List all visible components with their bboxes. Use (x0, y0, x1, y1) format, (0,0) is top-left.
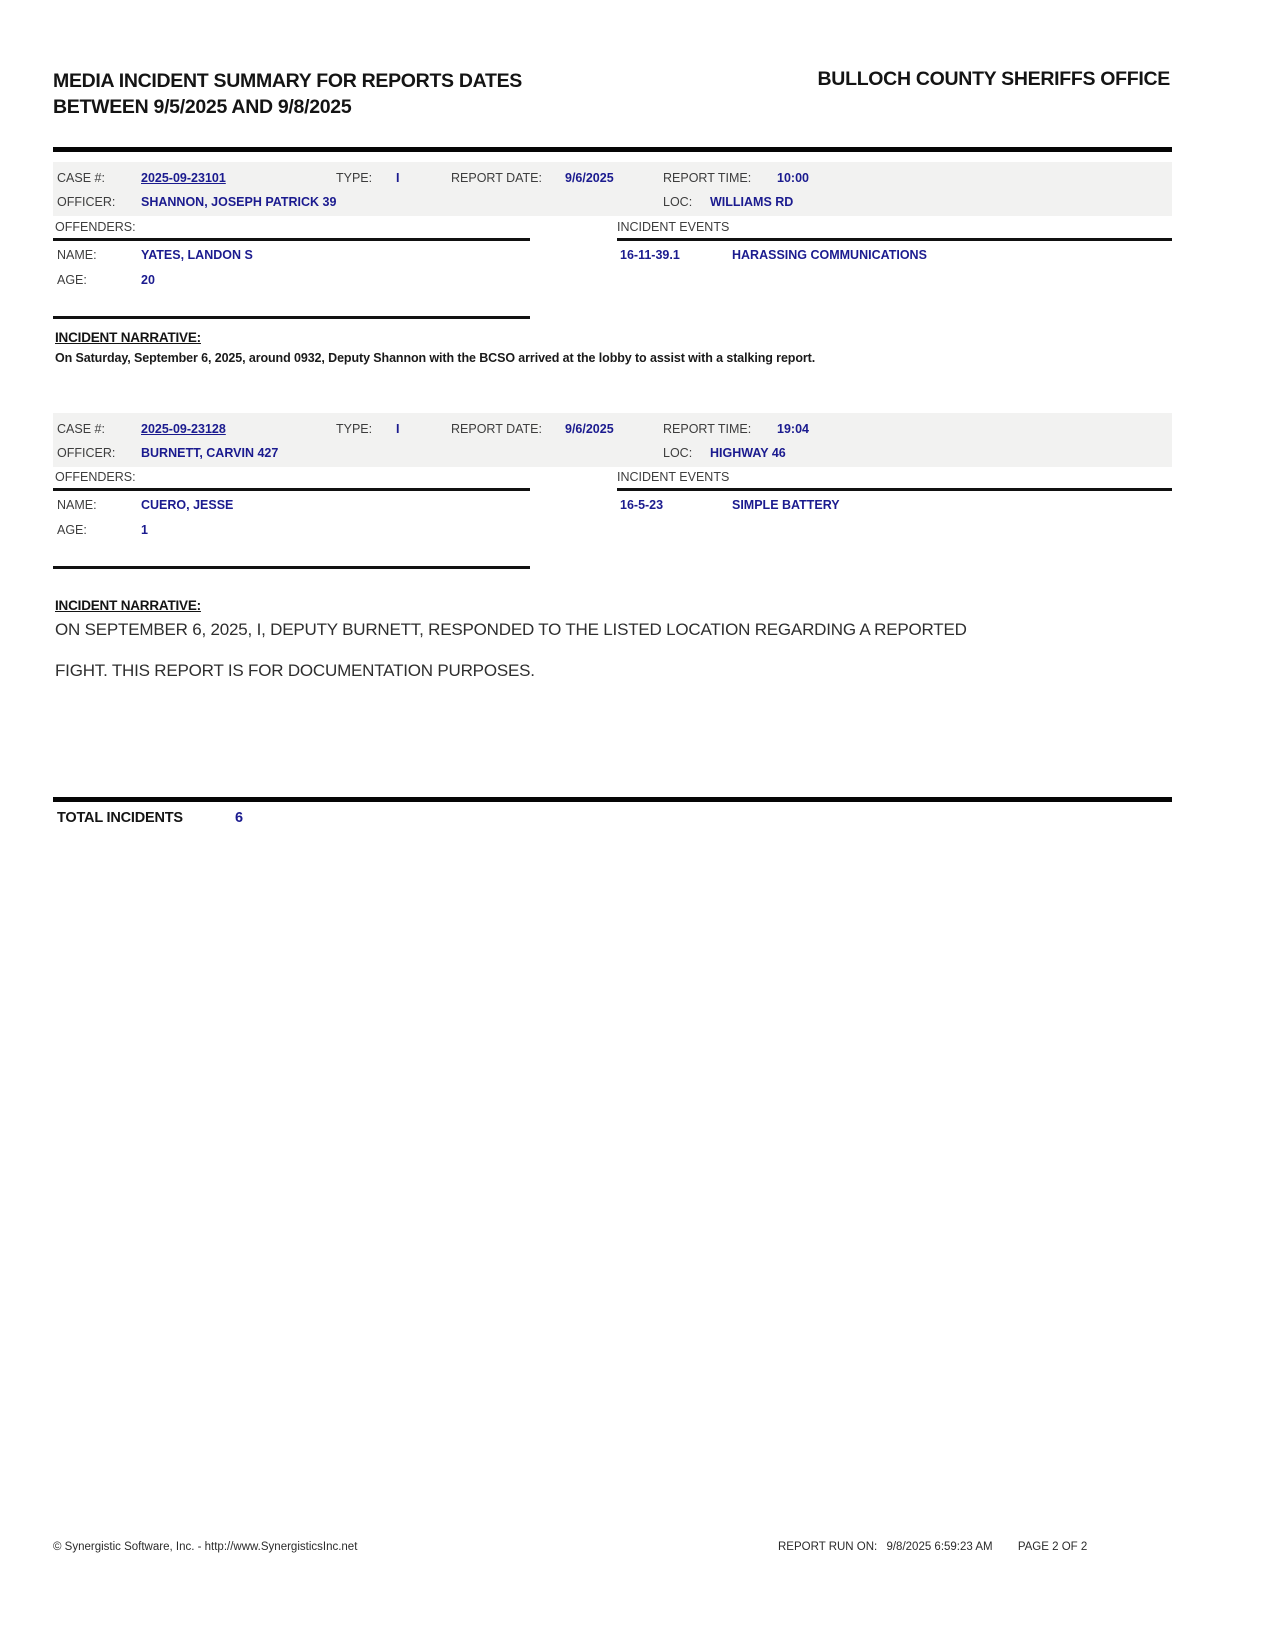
offender-name-label: NAME: (57, 498, 97, 512)
offenders-rule (53, 488, 530, 491)
report-title-line1: MEDIA INCIDENT SUMMARY FOR REPORTS DATES (53, 70, 523, 92)
offenders-heading: OFFENDERS: (55, 470, 136, 484)
offender-age-value: 1 (141, 523, 148, 537)
type-value: I (396, 171, 400, 185)
event-description: SIMPLE BATTERY (732, 498, 840, 512)
incident-narrative-text: On Saturday, September 6, 2025, around 0932, Deputy Shannon with the BCSO arrived at the lobby to assist with a stalking report. (55, 351, 816, 365)
offenders-bottom-rule (53, 566, 530, 569)
loc-value: HIGHWAY 46 (710, 446, 786, 460)
footer-copyright: © Synergistic Software, Inc. - http://www.SynergisticsInc.net (53, 1541, 358, 1553)
offenders-heading: OFFENDERS: (55, 220, 136, 234)
report-date-label: REPORT DATE: (451, 422, 542, 436)
loc-label: LOC: (663, 195, 693, 209)
type-label: TYPE: (336, 422, 373, 436)
page-number: PAGE 2 OF 2 (1017, 1541, 1088, 1553)
report-run-label: REPORT RUN ON: (778, 1541, 878, 1553)
loc-label: LOC: (663, 446, 693, 460)
officer-value: BURNETT, CARVIN 427 (141, 446, 279, 460)
case-number-label: CASE #: (57, 171, 105, 185)
incident-narrative-heading: INCIDENT NARRATIVE: (55, 330, 201, 345)
agency-title: BULLOCH COUNTY SHERIFFS OFFICE (817, 68, 1170, 90)
offender-name-value: YATES, LANDON S (141, 248, 253, 262)
report-time-value: 10:00 (777, 171, 809, 185)
case-number-link[interactable]: 2025-09-23128 (141, 422, 226, 436)
footer-report-info (778, 1541, 1093, 1553)
type-value: I (396, 422, 400, 436)
offender-age-label: AGE: (57, 523, 87, 537)
officer-label: OFFICER: (57, 195, 116, 209)
loc-value: WILLIAMS RD (710, 195, 794, 209)
offenders-bottom-rule (53, 316, 530, 319)
report-title-line2: BETWEEN 9/5/2025 AND 9/8/2025 (53, 96, 352, 118)
incident-events-heading: INCIDENT EVENTS (617, 470, 730, 484)
incident-narrative-text: ON SEPTEMBER 6, 2025, I, DEPUTY BURNETT, RESPONDED TO THE LISTED LOCATION REGARDING A REPORTED (55, 620, 967, 639)
incident-events-rule (617, 238, 1172, 241)
report-time-label: REPORT TIME: (663, 171, 752, 185)
type-label: TYPE: (336, 171, 373, 185)
case-header-block (53, 413, 1172, 467)
report-date-value: 9/6/2025 (565, 171, 614, 185)
incident-events-rule (617, 488, 1172, 491)
offender-age-value: 20 (141, 273, 155, 287)
report-run-value: 9/8/2025 6:59:23 AM (886, 1541, 993, 1553)
offender-name-label: NAME: (57, 248, 97, 262)
report-title (53, 68, 653, 120)
offender-age-label: AGE: (57, 273, 87, 287)
event-code: 16-11-39.1 (620, 248, 680, 262)
report-date-label: REPORT DATE: (451, 171, 542, 185)
report-time-value: 19:04 (777, 422, 809, 436)
header-divider (53, 147, 1172, 152)
report-date-value: 9/6/2025 (565, 422, 614, 436)
officer-label: OFFICER: (57, 446, 116, 460)
report-time-label: REPORT TIME: (663, 422, 752, 436)
case-number-label: CASE #: (57, 422, 105, 436)
offender-name-value: CUERO, JESSE (141, 498, 234, 512)
totals-divider (53, 797, 1172, 802)
incident-narrative-text: FIGHT. THIS REPORT IS FOR DOCUMENTATION PURPOSES. (55, 661, 535, 680)
case-header-block (53, 162, 1172, 216)
event-description: HARASSING COMMUNICATIONS (732, 248, 927, 262)
total-incidents-label: TOTAL INCIDENTS (57, 810, 183, 826)
total-incidents-value: 6 (235, 810, 244, 826)
event-code: 16-5-23 (620, 498, 664, 512)
incident-events-heading: INCIDENT EVENTS (617, 220, 730, 234)
officer-value: SHANNON, JOSEPH PATRICK 39 (141, 195, 337, 209)
incident-narrative-heading: INCIDENT NARRATIVE: (55, 598, 201, 613)
case-number-link[interactable]: 2025-09-23101 (141, 171, 226, 185)
offenders-rule (53, 238, 530, 241)
